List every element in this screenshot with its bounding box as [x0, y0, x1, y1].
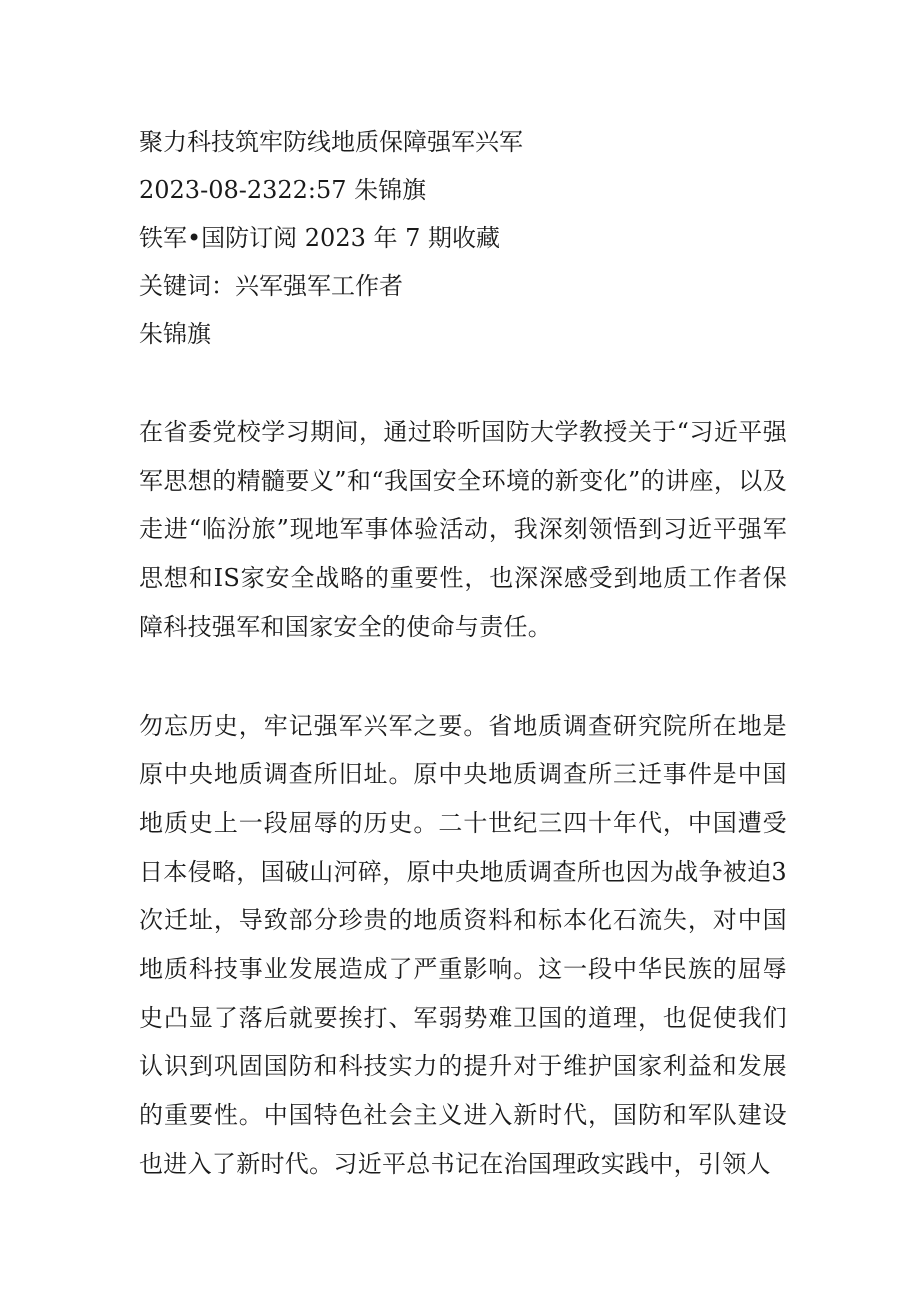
publish-datetime-author: 2023-08-2322:57 朱锦旗	[139, 176, 427, 204]
keywords-line: 关键词：兴军强军工作者	[139, 272, 403, 300]
paragraph-1: 在省委党校学习期间，通过聆听国防大学教授关于“习近平强军思想的精髓要义”和“我国安全环境的新变化”的讲座，以及走进“临汾旅”现地军事体验活动，我深刻领悟到习近平强军思想和IS家安全战略的重要性，也深深感受到地质工作者保障科技强军和国家安全的使命与责任。	[139, 418, 787, 641]
paragraph-2: 勿忘历史，牢记强军兴军之要。省地质调查研究院所在地是原中央地质调查所旧址。原中央地质调查所三迁事件是中国地质史上一段屈辱的历史。二十世纪三四十年代，中国遭受日本侵略，国破山河碎，原中央地质调查所也因为战争被迫3次迁址，导致部分珍贵的地质资料和标本化石流失，对中国地质科技事业发展造成了严重影响。这一段中华民族的屈辱史凸显了落后就要挨打、军弱势难卫国的道理，也促使我们认识到巩固国防和科技实力的提升对于维护国家利益和发展的重要性。中国特色社会主义进入新时代，国防和军队建设也进入了新时代。习近平总书记在治国理政实践中，引领人	[139, 711, 787, 1178]
source-line: 铁军•国防订阅 2023 年 7 期收藏	[139, 224, 501, 252]
article	[139, 118, 787, 1189]
article-title: 聚力科技筑牢防线地质保障强军兴军	[139, 128, 523, 156]
author-name: 朱锦旗	[139, 320, 211, 348]
spacer	[139, 358, 787, 408]
spacer	[139, 652, 787, 702]
